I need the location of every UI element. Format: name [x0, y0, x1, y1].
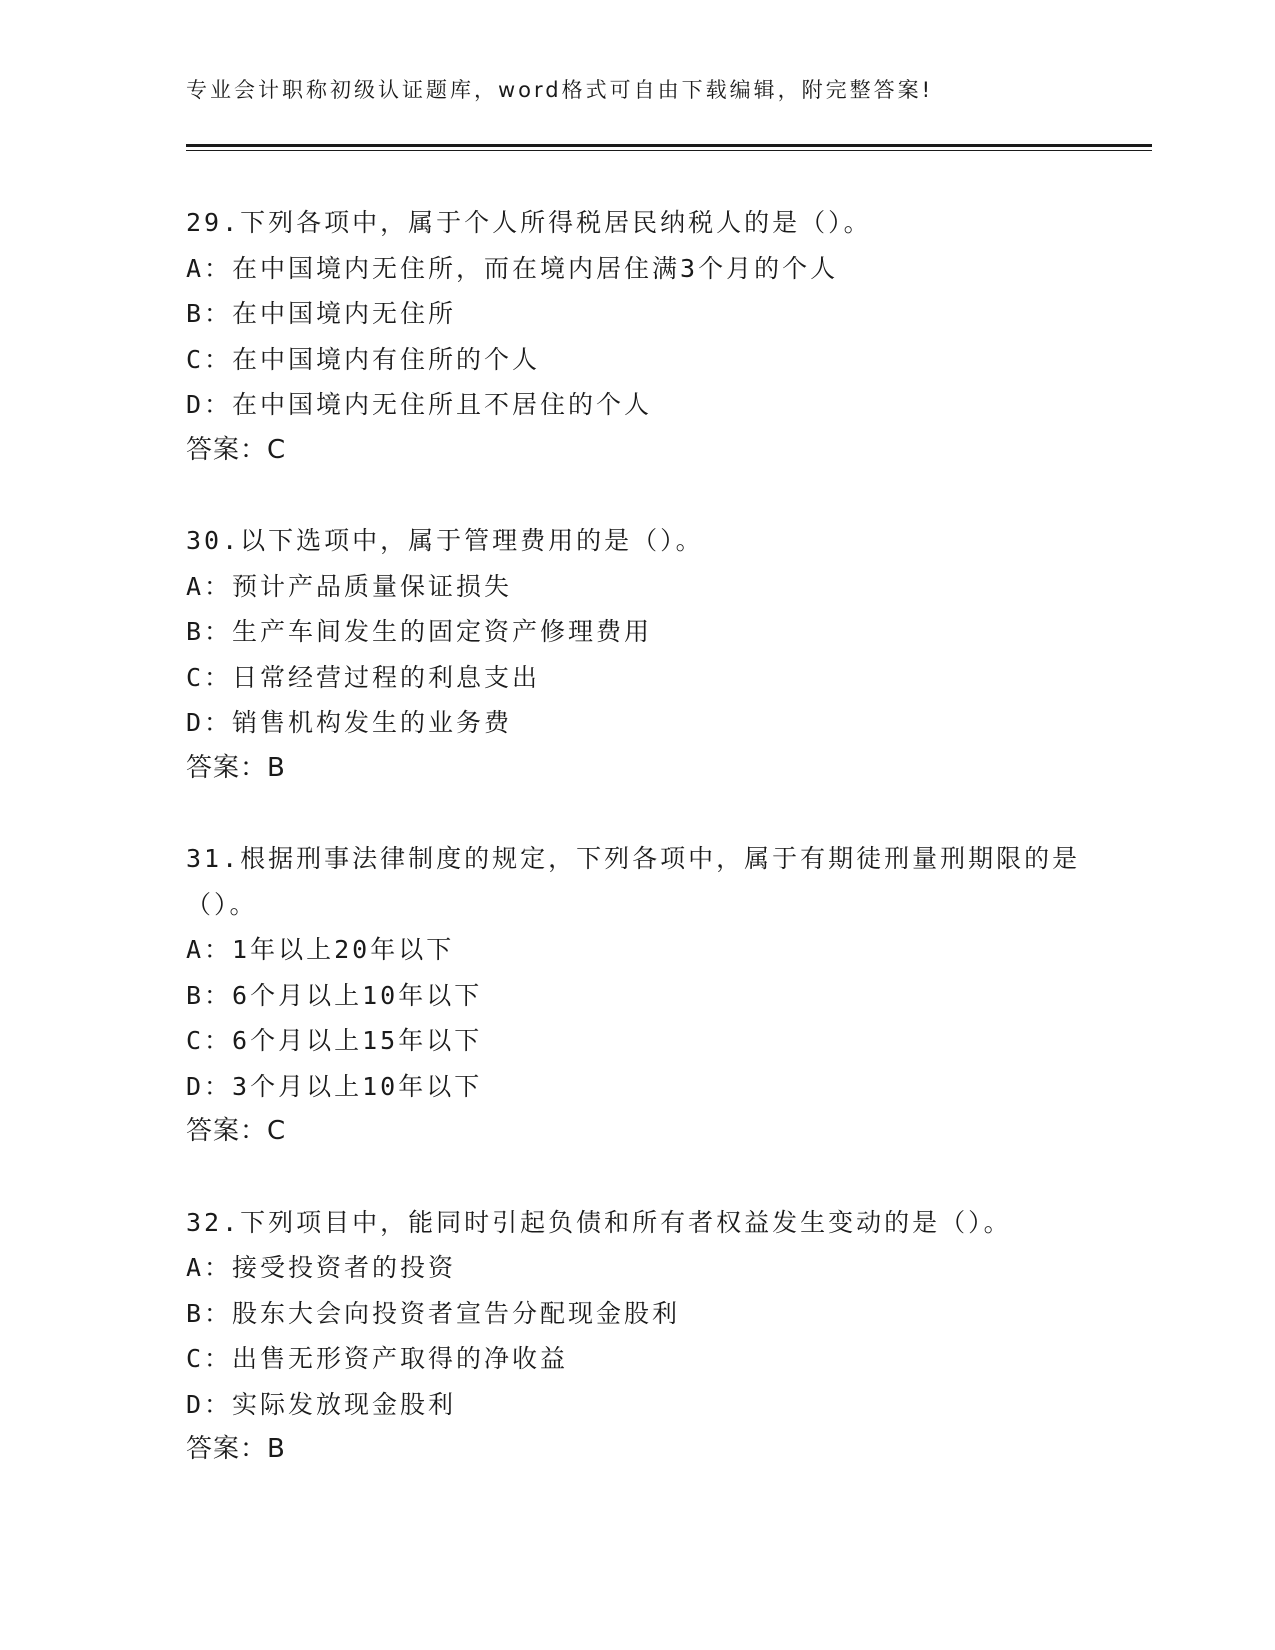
question-31	[186, 836, 1116, 1155]
answer-line: 答案：B	[186, 752, 286, 783]
answer-line: 答案：C	[186, 1116, 287, 1146]
option-d: D：在中国境内无住所且不居住的个人	[186, 390, 653, 419]
option-b: B：股东大会向投资者宣告分配现金股利	[186, 1298, 681, 1328]
question-list	[186, 200, 1116, 1518]
question-stem: 29.下列各项中，属于个人所得税居民纳税人的是（）。	[186, 208, 872, 237]
option-a: A：预计产品质量保证损失	[186, 571, 513, 601]
option-c: C：6个月以上15年以下	[186, 1026, 483, 1055]
option-b: B：生产车间发生的固定资产修理费用	[186, 617, 653, 646]
question-32	[186, 1200, 1116, 1473]
question-stem: 32.下列项目中，能同时引起负债和所有者权益发生变动的是（）。	[186, 1207, 1012, 1237]
option-d: D：实际发放现金股利	[186, 1389, 457, 1419]
option-d: D：3个月以上10年以下	[186, 1071, 483, 1101]
question-stem: 31.根据刑事法律制度的规定，下列各项中，属于有期徒刑量刑期限的是（）。	[186, 844, 1081, 919]
option-c: C：出售无形资产取得的净收益	[186, 1344, 569, 1373]
option-a: A：接受投资者的投资	[186, 1253, 457, 1282]
header-divider-thin	[186, 150, 1152, 151]
header-divider-thick	[186, 144, 1152, 147]
question-29	[186, 200, 1116, 473]
option-a: A：1年以上20年以下	[186, 935, 455, 964]
page-header: 专业会计职称初级认证题库，word格式可自由下载编辑，附完整答案!	[186, 78, 934, 102]
question-30	[186, 518, 1116, 791]
option-c: C：日常经营过程的利息支出	[186, 662, 541, 692]
option-b: B：6个月以上10年以下	[186, 980, 483, 1010]
option-d: D：销售机构发生的业务费	[186, 708, 513, 737]
option-c: C：在中国境内有住所的个人	[186, 344, 541, 374]
option-b: B：在中国境内无住所	[186, 299, 457, 328]
answer-line: 答案：C	[186, 434, 287, 465]
question-stem: 30.以下选项中，属于管理费用的是（）。	[186, 526, 704, 555]
answer-line: 答案：B	[186, 1434, 286, 1464]
option-a: A：在中国境内无住所，而在境内居住满3个月的个人	[186, 253, 839, 283]
